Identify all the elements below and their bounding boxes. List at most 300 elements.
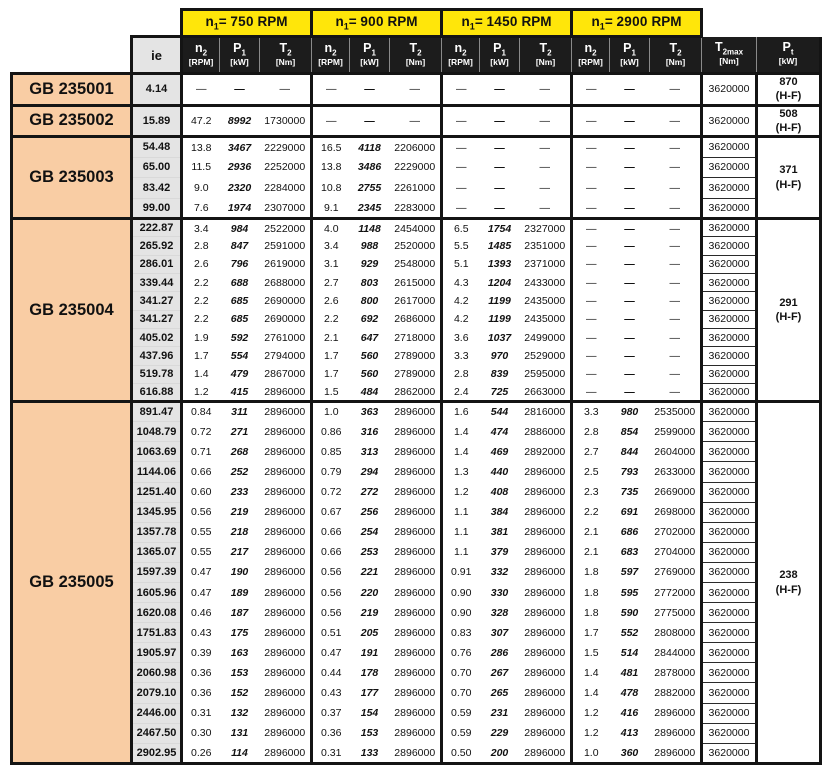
ie-value: 2902.95 — [132, 743, 182, 763]
t2max-value: 3620000 — [702, 328, 757, 346]
gearbox-ratings-table — [10, 8, 822, 765]
p1-value: 256 — [350, 502, 390, 522]
header-line1 — [572, 42, 609, 58]
t2-value: 2690000 — [260, 310, 312, 328]
n2-value: 1.7 — [312, 365, 350, 383]
p1-value: 688 — [220, 274, 260, 292]
n2-value: 1.8 — [572, 583, 610, 603]
p1-value: 316 — [350, 422, 390, 442]
pt-qualifier: (H-F) — [775, 583, 802, 596]
p1-value: 929 — [350, 255, 390, 273]
col-header-p1-2900 — [610, 37, 650, 74]
n2-value: 0.36 — [182, 663, 220, 683]
t2-value: 2775000 — [650, 603, 702, 623]
data-row — [12, 462, 821, 482]
speed-symbol: n — [461, 14, 470, 30]
t2-value: 2615000 — [390, 274, 442, 292]
p1-value: 219 — [220, 502, 260, 522]
t2max-value: 3620000 — [702, 683, 757, 703]
pt-qualifier: (H-F) — [775, 311, 802, 324]
n2-value: — — [312, 105, 350, 137]
t2max-value: 3620000 — [702, 482, 757, 502]
ie-value: 1605.96 — [132, 583, 182, 603]
p1-value: 152 — [220, 683, 260, 703]
t2-value: — — [650, 74, 702, 106]
n2-value: 3.3 — [572, 402, 610, 422]
ie-value: 2446.00 — [132, 703, 182, 723]
p1-value: 307 — [480, 623, 520, 643]
t2max-value: 3620000 — [702, 292, 757, 310]
t2-value: 2896000 — [390, 542, 442, 562]
n2-value: 0.26 — [182, 743, 220, 763]
n2-value: 0.56 — [312, 603, 350, 623]
header-symbol: P — [363, 41, 372, 56]
p1-value: — — [610, 292, 650, 310]
n2-value: 0.44 — [312, 663, 350, 683]
p1-value: 592 — [220, 328, 260, 346]
p1-value: 191 — [350, 643, 390, 663]
n2-value: 9.1 — [312, 198, 350, 219]
t2-value: 2896000 — [390, 743, 442, 763]
t2-value: — — [650, 178, 702, 199]
t2max-value: 3620000 — [702, 623, 757, 643]
header-subscript: t — [790, 47, 794, 57]
corner-top-right — [702, 10, 821, 37]
t2-value: 2529000 — [520, 347, 572, 365]
ie-value: 339.44 — [132, 274, 182, 292]
p1-value: 363 — [350, 402, 390, 422]
n2-value: — — [572, 365, 610, 383]
t2-value: 2896000 — [390, 583, 442, 603]
n2-value: 2.8 — [572, 422, 610, 442]
data-row — [12, 237, 821, 255]
n2-value: — — [572, 292, 610, 310]
speed-subscript: 1 — [343, 21, 349, 32]
p1-value: 132 — [220, 703, 260, 723]
p1-value: 735 — [610, 482, 650, 502]
n2-value: 2.6 — [182, 255, 220, 273]
t2-value: 2896000 — [260, 663, 312, 683]
n2-value: 1.2 — [182, 383, 220, 401]
n2-value: — — [442, 105, 480, 137]
p1-value: — — [610, 237, 650, 255]
n2-value: — — [572, 328, 610, 346]
p1-value: 131 — [220, 723, 260, 743]
header-subscript: 2 — [202, 48, 208, 58]
t2-value: 2599000 — [650, 422, 702, 442]
ie-value: 2079.10 — [132, 683, 182, 703]
n2-value: 0.70 — [442, 683, 480, 703]
n2-value: 0.37 — [312, 703, 350, 723]
speed-value: 900 — [360, 14, 384, 30]
p1-value: — — [610, 255, 650, 273]
header-line1 — [610, 42, 649, 58]
header-subscript: 2max — [722, 47, 744, 57]
n2-value: — — [572, 255, 610, 273]
p1-value: 1199 — [480, 292, 520, 310]
p1-value: — — [480, 157, 520, 178]
t2-value: 2772000 — [650, 583, 702, 603]
p1-value: 219 — [350, 603, 390, 623]
n2-value: 0.84 — [182, 402, 220, 422]
data-row — [12, 723, 821, 743]
p1-value: 980 — [610, 402, 650, 422]
t2-value: 2896000 — [260, 703, 312, 723]
t2-value: 2896000 — [520, 542, 572, 562]
ie-value: 1357.78 — [132, 522, 182, 542]
speed-symbol: n — [591, 14, 600, 30]
n2-value: 4.2 — [442, 310, 480, 328]
t2-value: 2896000 — [390, 502, 442, 522]
p1-value: 114 — [220, 743, 260, 763]
t2-value: — — [650, 328, 702, 346]
header-line1 — [312, 42, 349, 58]
p1-value: 1754 — [480, 219, 520, 237]
p1-value: 440 — [480, 462, 520, 482]
header-subscript: 2 — [677, 48, 682, 58]
data-row — [12, 328, 821, 346]
t2-value: 2789000 — [390, 347, 442, 365]
p1-value: 416 — [610, 703, 650, 723]
t2-value: 2896000 — [520, 522, 572, 542]
n2-value: 0.55 — [182, 522, 220, 542]
data-row — [12, 365, 821, 383]
n2-value: 1.9 — [182, 328, 220, 346]
header-subscript: 1 — [631, 48, 636, 58]
ie-value: 616.88 — [132, 383, 182, 401]
p1-value: 153 — [350, 723, 390, 743]
p1-value: 560 — [350, 347, 390, 365]
t2max-value: 3620000 — [702, 237, 757, 255]
t2-value: 2896000 — [390, 482, 442, 502]
n2-value: 0.90 — [442, 583, 480, 603]
n2-value: 2.2 — [182, 274, 220, 292]
p1-value: 163 — [220, 643, 260, 663]
n2-value: — — [442, 137, 480, 158]
col-header-n2-2900 — [572, 37, 610, 74]
p1-value: 413 — [610, 723, 650, 743]
header-unit: [kW] — [230, 57, 249, 68]
ie-value: 1365.07 — [132, 542, 182, 562]
n2-value: 3.6 — [442, 328, 480, 346]
header-unit: [Nm] — [535, 57, 556, 68]
t2-value: 2896000 — [390, 683, 442, 703]
equals-sign: = — [604, 14, 617, 30]
equals-sign: = — [474, 14, 487, 30]
n2-value: 1.2 — [442, 482, 480, 502]
header-line1 — [220, 42, 259, 58]
t2-value: 2702000 — [650, 522, 702, 542]
t2-value: 2499000 — [520, 328, 572, 346]
t2-value: 2896000 — [520, 723, 572, 743]
header-line1 — [390, 42, 441, 58]
n2-value: 2.1 — [572, 522, 610, 542]
t2-value: 2704000 — [650, 542, 702, 562]
n2-value: 1.3 — [442, 462, 480, 482]
t2-value: 2878000 — [650, 663, 702, 683]
t2-value: 2307000 — [260, 198, 312, 219]
col-header-t2max — [702, 37, 757, 74]
header-unit: [Nm] — [665, 57, 686, 68]
p1-value: 175 — [220, 623, 260, 643]
p1-value: 2755 — [350, 178, 390, 199]
ie-value: 1048.79 — [132, 422, 182, 442]
t2-value: 2896000 — [260, 562, 312, 582]
t2-value: 2371000 — [520, 255, 572, 273]
p1-value: 647 — [350, 328, 390, 346]
speed-value: 1450 — [486, 14, 518, 30]
t2-value: — — [650, 105, 702, 137]
t2-value: 2698000 — [650, 502, 702, 522]
n2-value: 1.5 — [572, 643, 610, 663]
p1-value: 839 — [480, 365, 520, 383]
t2-value: 2595000 — [520, 365, 572, 383]
n2-value: 0.70 — [442, 663, 480, 683]
n2-value: 0.67 — [312, 502, 350, 522]
p1-value: 3486 — [350, 157, 390, 178]
p1-value: 233 — [220, 482, 260, 502]
header-subscript: 2 — [462, 48, 467, 58]
t2-value: 2686000 — [390, 310, 442, 328]
p1-value: 469 — [480, 442, 520, 462]
t2max-value: 3620000 — [702, 255, 757, 273]
p1-value: 408 — [480, 482, 520, 502]
t2-value: 2688000 — [260, 274, 312, 292]
t2-value: 2229000 — [260, 137, 312, 158]
n2-value: — — [572, 157, 610, 178]
data-row — [12, 74, 821, 106]
n2-value: — — [572, 310, 610, 328]
t2-value: — — [520, 137, 572, 158]
n2-value: 4.0 — [312, 219, 350, 237]
n2-value: 2.2 — [572, 502, 610, 522]
model-label: GB 235003 — [12, 137, 132, 219]
col-header-pt — [757, 37, 821, 74]
t2-value: 2896000 — [390, 462, 442, 482]
t2-value: 2548000 — [390, 255, 442, 273]
p1-value: 683 — [610, 542, 650, 562]
p1-value: 200 — [480, 743, 520, 763]
t2-value: 2261000 — [390, 178, 442, 199]
n2-value: 0.43 — [312, 683, 350, 703]
header-symbol: T — [409, 41, 418, 56]
t2-value: 2896000 — [520, 462, 572, 482]
t2-value: 2896000 — [390, 623, 442, 643]
ie-value: 2467.50 — [132, 723, 182, 743]
p1-value: 3467 — [220, 137, 260, 158]
header-unit: [kW] — [360, 57, 379, 68]
p1-value: 379 — [480, 542, 520, 562]
ie-value: 1905.97 — [132, 643, 182, 663]
equals-sign: = — [218, 14, 231, 30]
n2-value: 0.31 — [182, 703, 220, 723]
n2-value: — — [572, 74, 610, 106]
t2-value: 2433000 — [520, 274, 572, 292]
data-row — [12, 274, 821, 292]
data-row — [12, 663, 821, 683]
t2-value: 2252000 — [260, 157, 312, 178]
n2-value: 2.8 — [182, 237, 220, 255]
n2-value: 0.85 — [312, 442, 350, 462]
n2-value: 10.8 — [312, 178, 350, 199]
n2-value: — — [572, 237, 610, 255]
n2-value: 4.3 — [442, 274, 480, 292]
data-row — [12, 347, 821, 365]
p1-value: 552 — [610, 623, 650, 643]
t2-value: 2896000 — [260, 603, 312, 623]
n2-value: 47.2 — [182, 105, 220, 137]
t2-value: 2896000 — [390, 663, 442, 683]
p1-value: — — [480, 198, 520, 219]
n2-value: 0.60 — [182, 482, 220, 502]
speed-unit: RPM — [647, 14, 682, 30]
t2-value: 2535000 — [650, 402, 702, 422]
n2-value: — — [442, 74, 480, 106]
p1-value: 332 — [480, 562, 520, 582]
n2-value: 0.76 — [442, 643, 480, 663]
t2-value: 2896000 — [260, 522, 312, 542]
t2-value: 2617000 — [390, 292, 442, 310]
speed-subscript: 1 — [213, 21, 219, 32]
p1-value: 2320 — [220, 178, 260, 199]
t2-value: — — [650, 383, 702, 401]
n2-value: 1.4 — [572, 663, 610, 683]
n2-value: 2.8 — [442, 365, 480, 383]
p1-value: 685 — [220, 310, 260, 328]
n2-value: 1.2 — [572, 723, 610, 743]
p1-value: 1485 — [480, 237, 520, 255]
n2-value: 3.1 — [312, 255, 350, 273]
p1-value: — — [610, 274, 650, 292]
t2-value: 2896000 — [520, 703, 572, 723]
col-header-t2-2900 — [650, 37, 702, 74]
p1-value: 479 — [220, 365, 260, 383]
n2-value: — — [572, 105, 610, 137]
n2-value: — — [572, 347, 610, 365]
p1-value: 178 — [350, 663, 390, 683]
col-header-n2-900 — [312, 37, 350, 74]
pt-cell — [757, 137, 821, 219]
t2-value: 2896000 — [520, 663, 572, 683]
p1-value: 685 — [220, 292, 260, 310]
t2-value: 2619000 — [260, 255, 312, 273]
p1-value: — — [610, 157, 650, 178]
pt-cell — [757, 219, 821, 402]
t2max-value: 3620000 — [702, 703, 757, 723]
ie-value: 15.89 — [132, 105, 182, 137]
p1-value: 847 — [220, 237, 260, 255]
ie-value: 2060.98 — [132, 663, 182, 683]
p1-value: — — [610, 328, 650, 346]
header-symbol: n — [454, 41, 463, 56]
n2-value: 1.8 — [572, 603, 610, 623]
p1-value: 189 — [220, 583, 260, 603]
ie-value: 286.01 — [132, 255, 182, 273]
pt-qualifier: (H-F) — [775, 90, 802, 103]
p1-value: 597 — [610, 562, 650, 582]
model-label: GB 235001 — [12, 74, 132, 106]
p1-value: 803 — [350, 274, 390, 292]
t2-value: 2327000 — [520, 219, 572, 237]
t2-value: 2882000 — [650, 683, 702, 703]
p1-value: — — [610, 178, 650, 199]
header-symbol: T — [539, 41, 548, 56]
n2-value: 0.71 — [182, 442, 220, 462]
p1-value: 1974 — [220, 198, 260, 219]
n2-value: 0.56 — [312, 583, 350, 603]
p1-value: — — [350, 105, 390, 137]
p1-value: 286 — [480, 643, 520, 663]
t2-value: — — [650, 310, 702, 328]
header-subscript: 1 — [241, 48, 246, 58]
n2-value: 3.4 — [182, 219, 220, 237]
speed-unit: RPM — [383, 14, 418, 30]
p1-value: 154 — [350, 703, 390, 723]
p1-value: 560 — [350, 365, 390, 383]
t2-value: 2896000 — [260, 643, 312, 663]
pt-number: 508 — [779, 107, 798, 120]
t2-value: 2669000 — [650, 482, 702, 502]
data-row — [12, 583, 821, 603]
ie-value: 65.00 — [132, 157, 182, 178]
p1-value: — — [480, 178, 520, 199]
header-symbol: n — [194, 41, 203, 56]
n2-value: 7.6 — [182, 198, 220, 219]
p1-value: 265 — [480, 683, 520, 703]
p1-value: 330 — [480, 583, 520, 603]
ie-value: 54.48 — [132, 137, 182, 158]
t2-value: 2896000 — [390, 703, 442, 723]
header-line1 — [480, 42, 519, 58]
t2max-value: 3620000 — [702, 178, 757, 199]
t2-value: 2896000 — [520, 583, 572, 603]
t2-value: 2690000 — [260, 292, 312, 310]
p1-value: 793 — [610, 462, 650, 482]
speed-group-header-750 — [182, 10, 312, 37]
pt-number: 291 — [779, 296, 798, 309]
p1-value: — — [610, 137, 650, 158]
t2-value: 2794000 — [260, 347, 312, 365]
t2-value: — — [520, 198, 572, 219]
pt-number: 870 — [779, 76, 798, 88]
p1-value: 231 — [480, 703, 520, 723]
t2-value: — — [520, 178, 572, 199]
pt-number: 371 — [779, 164, 798, 177]
ie-value: 83.42 — [132, 178, 182, 199]
p1-value: 595 — [610, 583, 650, 603]
t2-value: 2896000 — [260, 542, 312, 562]
p1-value: 590 — [610, 603, 650, 623]
pt-number: 238 — [779, 569, 798, 582]
n2-value: 0.47 — [182, 583, 220, 603]
t2-value: 2663000 — [520, 383, 572, 401]
n2-value: 1.6 — [442, 402, 480, 422]
t2max-value: 3620000 — [702, 422, 757, 442]
t2-value: 2892000 — [520, 442, 572, 462]
p1-value: 970 — [480, 347, 520, 365]
pt-cell — [757, 402, 821, 764]
t2max-value: 3620000 — [702, 402, 757, 422]
n2-value: 1.1 — [442, 502, 480, 522]
t2-value: 2896000 — [520, 482, 572, 502]
p1-value: 725 — [480, 383, 520, 401]
p1-value: — — [480, 74, 520, 106]
t2max-value: 3620000 — [702, 542, 757, 562]
p1-value: 478 — [610, 683, 650, 703]
data-row — [12, 402, 821, 422]
ie-value: 265.92 — [132, 237, 182, 255]
t2-value: — — [650, 365, 702, 383]
